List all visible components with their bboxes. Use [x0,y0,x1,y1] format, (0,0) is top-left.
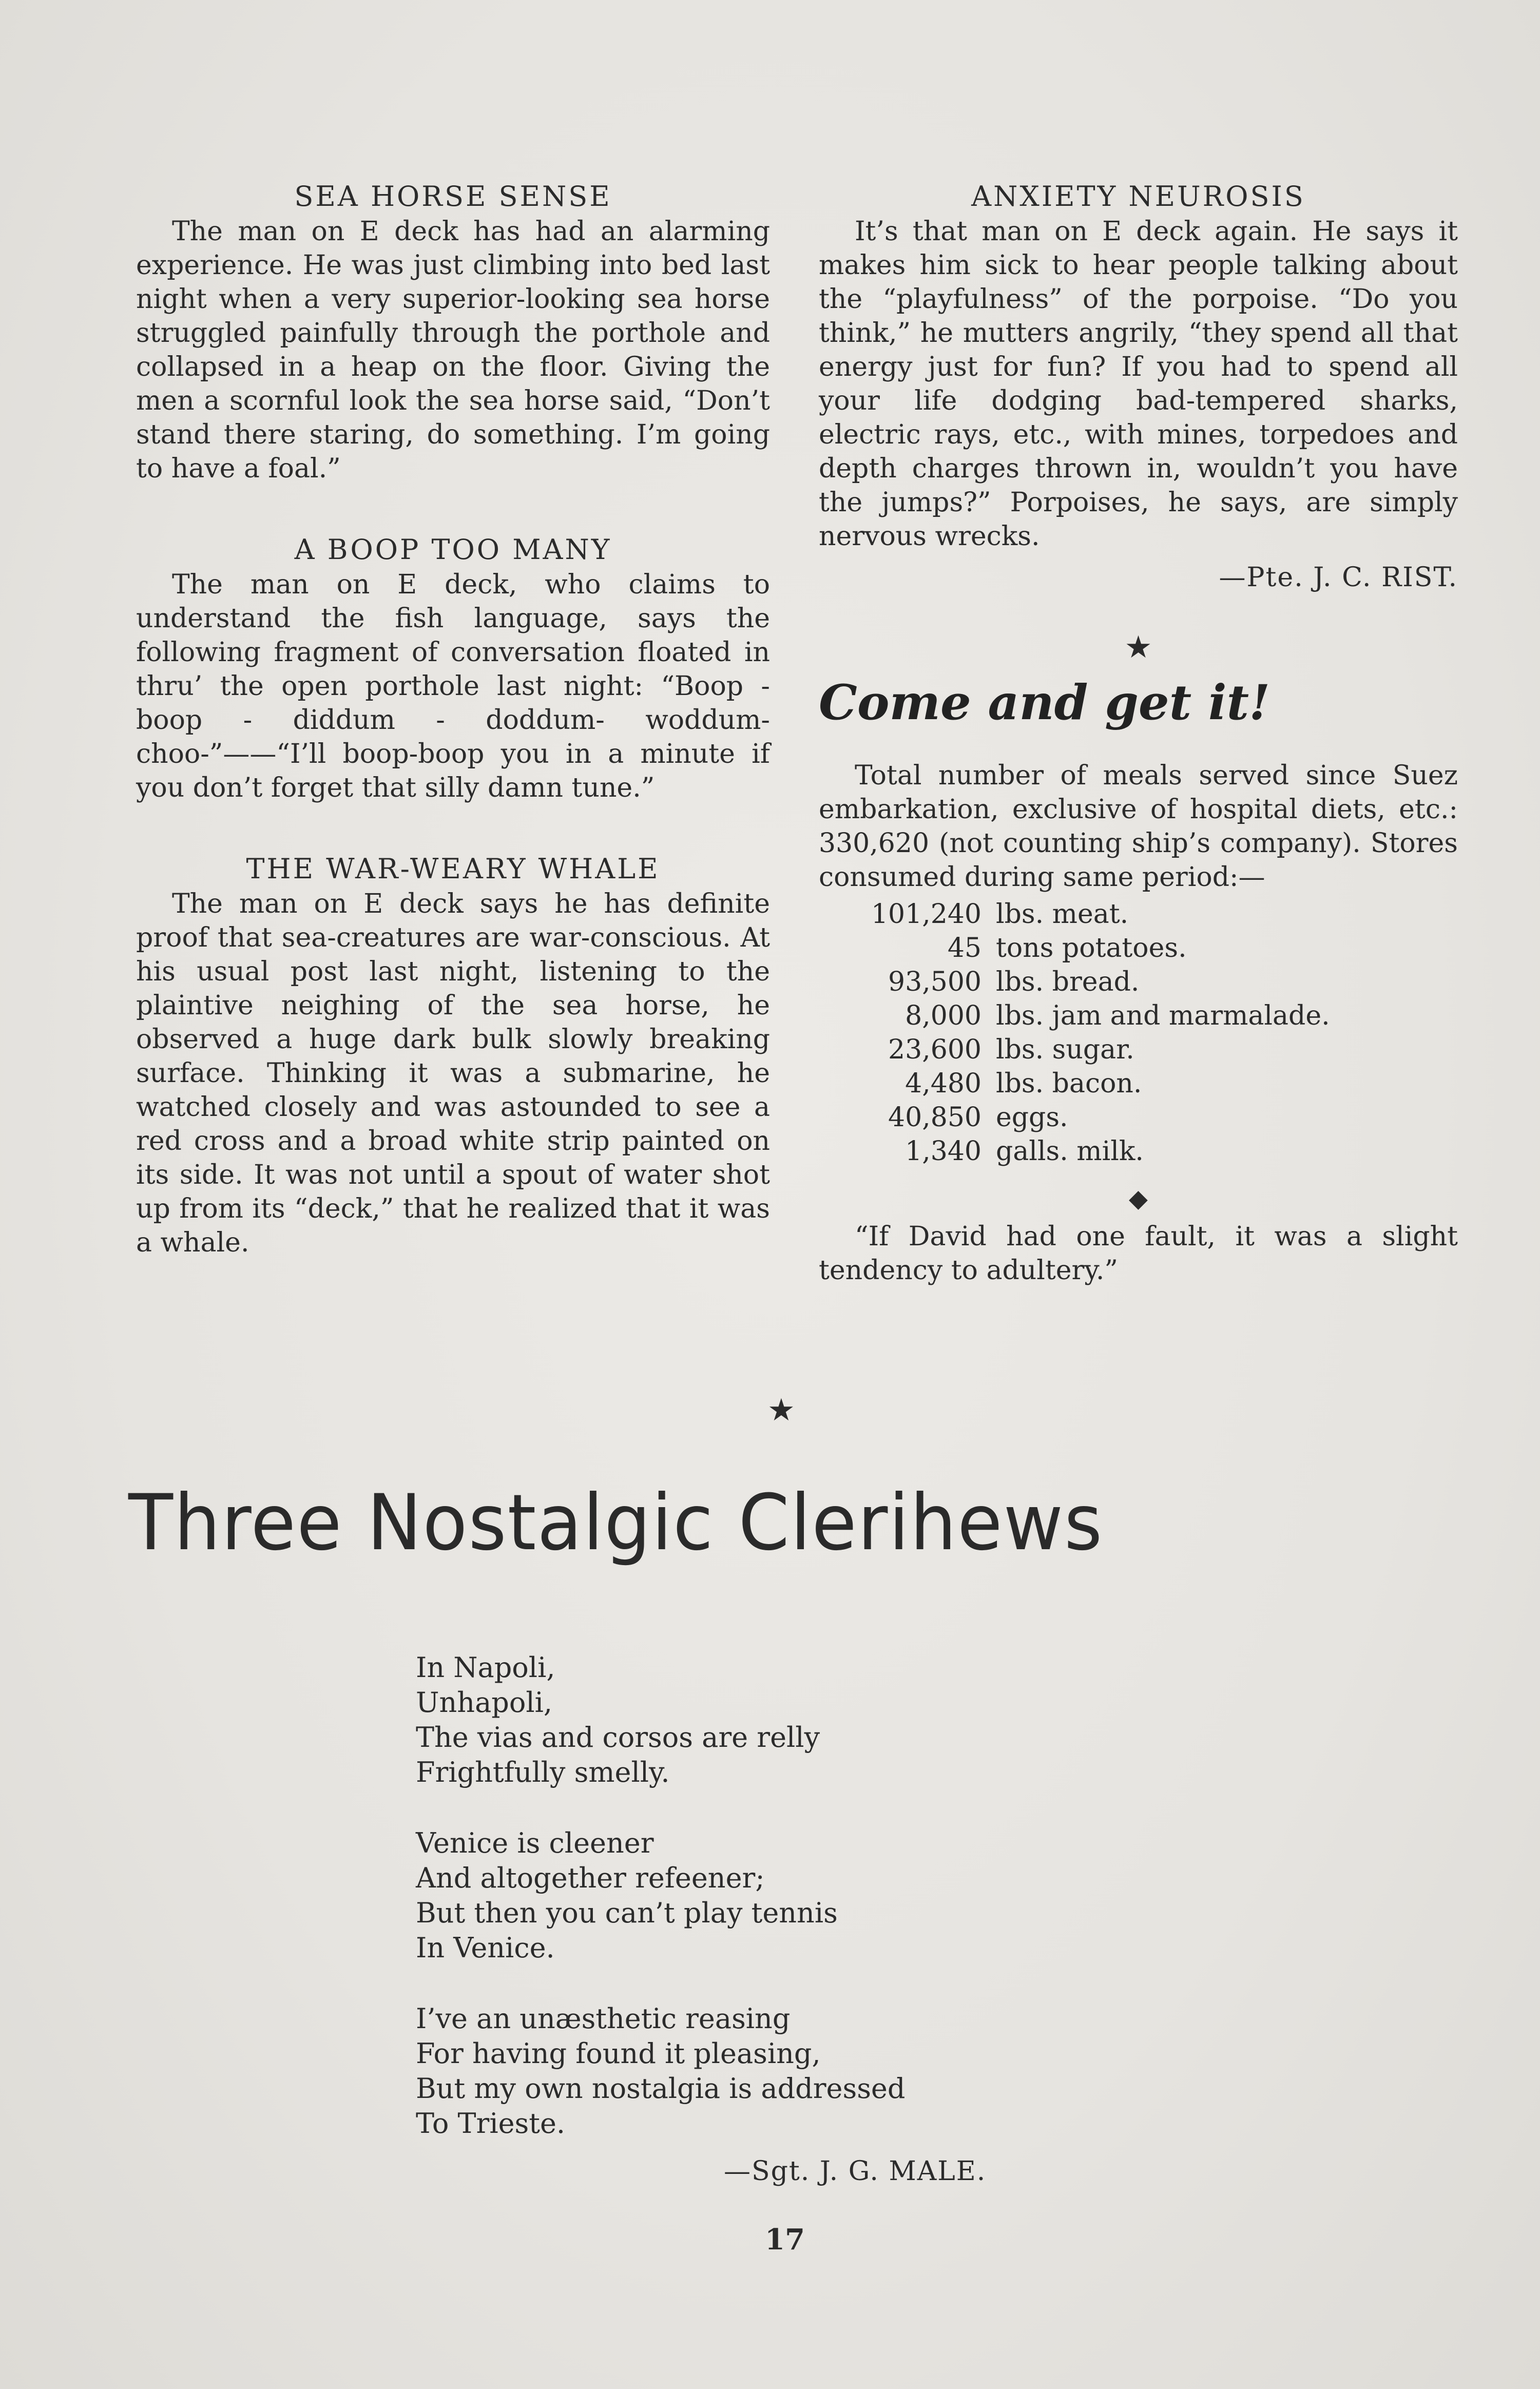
list-item [819,1033,1458,1067]
poem-stanza [416,1826,1083,1966]
poem-line: Frightfully smelly. [416,1756,670,1788]
right-column [819,180,1458,1287]
store-quantity: 4,480 [905,1068,981,1099]
poem-line: The vias and corsos are relly [416,1721,820,1754]
store-quantity: 40,850 [888,1102,981,1133]
page-number: 17 [765,2223,805,2257]
poem-stanza [416,2001,1083,2141]
poem-line: But my own nostalgia is addressed [416,2072,906,2105]
poem-line: In Venice. [416,1932,555,1964]
article-body: It’s that man on E deck again. He says it makes him sick to hear people talking about the “playfulness” of the porpoise. “Do you think,” he mutters angrily, “they spend all that energy just for fun? If you had to spend all your life dodging bad-tempered sharks, electric rays, etc., with mines, torpedoes and depth charges thrown in, wouldn’t you have the jumps?” Porpoises, he says, are simply nervous wrecks. [819,216,1458,552]
poem-line: To Trieste. [416,2107,566,2140]
store-description: galls. milk. [996,1136,1144,1167]
poem-line: But then you can’t play tennis [416,1897,838,1929]
store-quantity: 101,240 [871,899,981,930]
left-column [136,180,770,1307]
poem-line: In Napoli, [416,1651,555,1684]
article-body: The man on E deck, who claims to understand the fish language, says the following fragment of conversation floated in thru’ the open porthole last night: “Boop - boop - diddum - doddum- woddum-choo-”——“I’ll boop-boop you in a minute if you don’t forget that silly damn tune.” [136,569,770,803]
store-quantity: 8,000 [905,1000,981,1031]
store-description: tons potatoes. [996,933,1187,964]
poem-stanza [416,1650,1083,1790]
poem [416,1650,1083,2177]
poem-title: Three Nostalgic Clerihews [128,1478,1104,1568]
store-quantity: 93,500 [888,967,981,997]
list-item [819,1101,1458,1134]
store-description: eggs. [996,1102,1068,1133]
article-body: Total number of meals served since Suez embarkation, exclusive of hospital diets, etc.: 330,620 (not counting ship’s company). Stores consumed during same period:— [819,760,1458,893]
store-description: lbs. sugar. [996,1034,1134,1065]
list-item [819,999,1458,1033]
article-war-weary-whale [136,852,770,1260]
quote-block [819,1220,1458,1287]
store-quantity: 45 [947,933,981,964]
store-description: lbs. bacon. [996,1068,1142,1099]
diamond-icon: ◆ [1129,1184,1148,1213]
article-heading: SEA HORSE SENSE [294,180,612,213]
article-byline: —Pte. J. C. RIST. [1219,562,1458,593]
store-quantity: 1,340 [905,1136,981,1167]
poem-line: I’ve an unæsthetic reasing [416,2002,791,2035]
poem-line: For having found it pleasing, [416,2037,821,2070]
store-description: lbs. meat. [996,899,1129,930]
article-body: The man on E deck says he has definite proof that sea-creatures are war-conscious. At his usual post last night, listening to the plaintive neighing of the sea horse, he observed a huge dark bulk slowly breaking surface. Thinking it was a submarine, he watched closely and was astounded to see a red cross and a broad white strip painted on its side. It was not until a spout of water shot up from its “deck,” that he realized that it was a whale. [136,889,770,1258]
list-item [819,1134,1458,1168]
list-item [819,897,1458,931]
quote-text: “If David had one fault, it was a slight tendency to adultery.” [819,1221,1458,1286]
list-item [819,931,1458,965]
store-description: lbs. jam and marmalade. [996,1000,1330,1031]
star-icon: ★ [1124,629,1152,665]
store-quantity: 23,600 [888,1034,981,1065]
article-heading: THE WAR-WEARY WHALE [246,853,660,885]
article-heading: A BOOP TOO MANY [294,533,612,566]
article-body: The man on E deck has had an alarming experience. He was just climbing into bed last night when a very superior-looking sea horse struggled painfully through the porthole and collapsed in a heap on the floor. Giving the men a scornful look the sea horse said, “Don’t stand there staring, do something. I’m going to have a foal.” [136,216,770,484]
article-come-and-get-it [819,675,1458,1168]
article-anxiety-neurosis [819,180,1458,594]
poem-byline: —Sgt. J. G. MALE. [724,2156,987,2187]
article-heading: ANXIETY NEUROSIS [971,180,1305,213]
store-description: lbs. bread. [996,967,1140,997]
stores-list [819,897,1458,1168]
article-boop-too-many [136,533,770,805]
article-heading: Come and get it! [819,675,1270,731]
poem-line: Venice is cleener [416,1827,654,1859]
list-item [819,965,1458,999]
poem-line: And altogether refeener; [416,1862,765,1894]
poem-line: Unhapoli, [416,1686,553,1719]
star-icon: ★ [767,1392,795,1428]
list-item [819,1067,1458,1101]
article-sea-horse-sense [136,180,770,486]
